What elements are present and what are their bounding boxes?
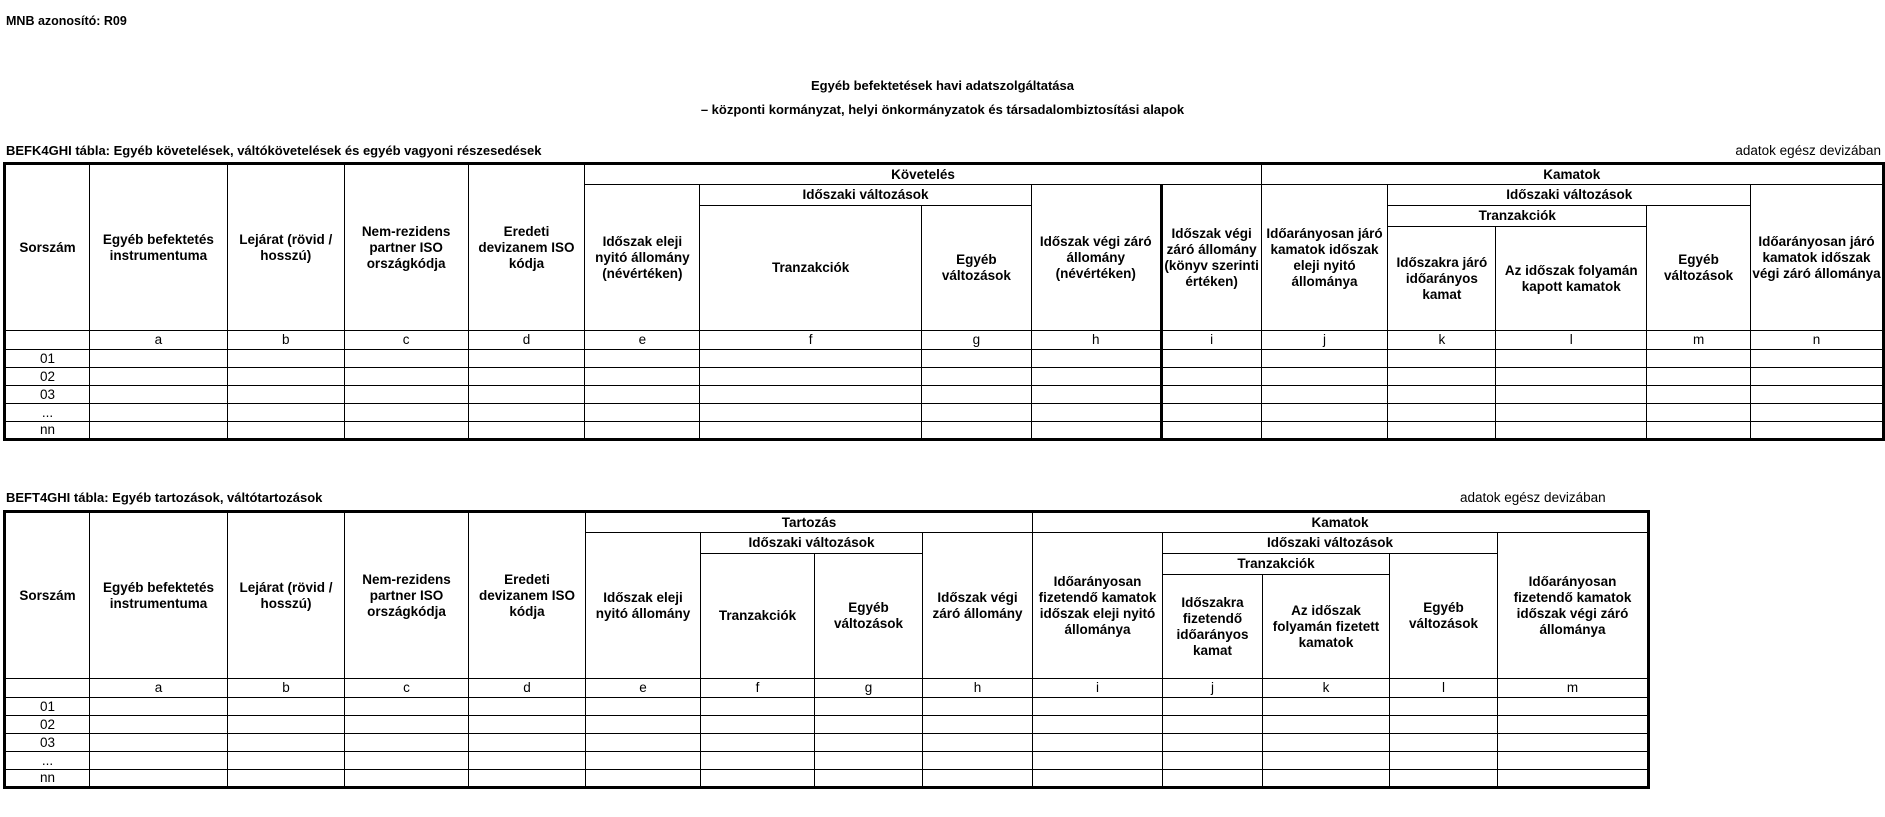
letter-cell: e xyxy=(586,679,701,698)
letter-cell: b xyxy=(228,679,345,698)
data-cell[interactable] xyxy=(815,770,923,788)
header-k: Az időszak folyamán fizetett kamatok xyxy=(1263,575,1390,679)
data-cell[interactable] xyxy=(586,752,701,770)
data-cell[interactable] xyxy=(1388,404,1496,422)
table1-caption: BEFK4GHI tábla: Egyéb követelések, váltókövetelések és egyéb vagyoni részesedések xyxy=(6,143,542,158)
table2 xyxy=(3,510,1650,789)
header-j: Időarányosan járó kamatok időszak eleji nyitó állománya xyxy=(1261,185,1388,331)
letter-cell: a xyxy=(89,331,227,350)
letter-cell: l xyxy=(1390,679,1498,698)
data-cell[interactable] xyxy=(90,770,228,788)
data-cell[interactable] xyxy=(345,770,469,788)
header-a: Egyéb befektetés instrumentuma xyxy=(90,512,228,679)
header-l: Egyéb változások xyxy=(1390,554,1498,679)
data-cell[interactable] xyxy=(1647,422,1751,440)
data-cell[interactable] xyxy=(701,752,815,770)
data-cell[interactable] xyxy=(228,734,345,752)
data-cell[interactable] xyxy=(923,752,1033,770)
data-cell[interactable] xyxy=(468,368,585,386)
data-cell[interactable] xyxy=(89,386,227,404)
row-number: ... xyxy=(5,752,90,770)
page-title: Egyéb befektetések havi adatszolgáltatása xyxy=(810,78,1074,93)
data-cell[interactable] xyxy=(468,404,585,422)
table-row xyxy=(5,350,1884,368)
data-cell[interactable] xyxy=(1647,350,1751,368)
data-cell[interactable] xyxy=(701,770,815,788)
data-cell[interactable] xyxy=(1496,404,1647,422)
data-cell[interactable] xyxy=(90,716,228,734)
page-subtitle: – központi kormányzat, helyi önkormányzatok és társadalombiztosítási alapok xyxy=(700,102,1185,117)
header-j: Időszakra fizetendő időarányos kamat xyxy=(1163,575,1263,679)
header-a: Egyéb befektetés instrumentuma xyxy=(89,164,227,331)
group-interest-changes: Időszaki változások xyxy=(1388,185,1751,206)
header-e: Időszak eleji nyitó állomány xyxy=(586,533,701,679)
data-cell[interactable] xyxy=(585,386,700,404)
data-cell[interactable] xyxy=(1263,752,1390,770)
data-cell[interactable] xyxy=(344,422,468,440)
data-cell[interactable] xyxy=(89,422,227,440)
letter-cell-empty xyxy=(5,679,90,698)
data-cell[interactable] xyxy=(1031,404,1161,422)
data-cell[interactable] xyxy=(1261,368,1388,386)
data-cell[interactable] xyxy=(921,368,1031,386)
header-c: Nem-rezidens partner ISO országkódja xyxy=(345,512,469,679)
data-cell[interactable] xyxy=(344,368,468,386)
data-cell[interactable] xyxy=(923,770,1033,788)
mnb-identifier: MNB azonosító: R09 xyxy=(6,14,127,28)
data-cell[interactable] xyxy=(700,404,922,422)
data-cell[interactable] xyxy=(1163,698,1263,716)
data-cell[interactable] xyxy=(1390,734,1498,752)
data-cell[interactable] xyxy=(586,698,701,716)
header-c: Nem-rezidens partner ISO országkódja xyxy=(344,164,468,331)
data-cell[interactable] xyxy=(1388,368,1496,386)
data-cell[interactable] xyxy=(227,350,344,368)
letter-cell: n xyxy=(1751,331,1884,350)
group-changes: Időszaki változások xyxy=(700,185,1032,206)
data-cell[interactable] xyxy=(1033,770,1163,788)
data-cell[interactable] xyxy=(1498,698,1649,716)
table1-body xyxy=(5,350,1884,440)
data-cell[interactable] xyxy=(1031,368,1161,386)
data-cell[interactable] xyxy=(1161,386,1261,404)
letter-row xyxy=(5,331,1884,350)
data-cell[interactable] xyxy=(469,716,586,734)
data-cell[interactable] xyxy=(90,752,228,770)
header-d: Eredeti devizanem ISO kódja xyxy=(468,164,585,331)
header-d: Eredeti devizanem ISO kódja xyxy=(469,512,586,679)
data-cell[interactable] xyxy=(921,422,1031,440)
data-cell[interactable] xyxy=(700,422,922,440)
data-cell[interactable] xyxy=(1161,368,1261,386)
header-k: Időszakra járó időarányos kamat xyxy=(1388,227,1496,331)
data-cell[interactable] xyxy=(1263,698,1390,716)
table2-body xyxy=(5,698,1649,788)
data-cell[interactable] xyxy=(1261,350,1388,368)
data-cell[interactable] xyxy=(468,422,585,440)
data-cell[interactable] xyxy=(1496,368,1647,386)
letter-cell: m xyxy=(1647,331,1751,350)
data-cell[interactable] xyxy=(921,386,1031,404)
data-cell[interactable] xyxy=(586,716,701,734)
group-interest-changes: Időszaki változások xyxy=(1163,533,1498,554)
data-cell[interactable] xyxy=(345,716,469,734)
data-cell[interactable] xyxy=(1388,422,1496,440)
header-i: Időarányosan fizetendő kamatok időszak eleji nyitó állománya xyxy=(1033,533,1163,679)
data-cell[interactable] xyxy=(89,368,227,386)
data-cell[interactable] xyxy=(1163,770,1263,788)
table-row xyxy=(5,716,1649,734)
data-cell[interactable] xyxy=(1498,752,1649,770)
data-cell[interactable] xyxy=(701,734,815,752)
letter-cell: g xyxy=(815,679,923,698)
data-cell[interactable] xyxy=(228,716,345,734)
group-interest: Kamatok xyxy=(1261,164,1883,185)
data-cell[interactable] xyxy=(1496,422,1647,440)
data-cell[interactable] xyxy=(1390,716,1498,734)
row-number: 01 xyxy=(5,698,90,716)
data-cell[interactable] xyxy=(1388,350,1496,368)
header-b: Lejárat (rövid / hosszú) xyxy=(227,164,344,331)
data-cell[interactable] xyxy=(90,734,228,752)
header-n: Időarányosan járó kamatok időszak végi záró állománya xyxy=(1751,185,1884,331)
data-cell[interactable] xyxy=(1263,716,1390,734)
data-cell[interactable] xyxy=(815,716,923,734)
letter-cell: i xyxy=(1161,331,1261,350)
data-cell[interactable] xyxy=(227,404,344,422)
data-cell[interactable] xyxy=(1261,404,1388,422)
letter-cell: e xyxy=(585,331,700,350)
data-cell[interactable] xyxy=(1263,734,1390,752)
data-cell[interactable] xyxy=(923,698,1033,716)
letter-cell: d xyxy=(469,679,586,698)
data-cell[interactable] xyxy=(469,734,586,752)
data-cell[interactable] xyxy=(1031,386,1161,404)
data-cell[interactable] xyxy=(89,404,227,422)
letter-cell: h xyxy=(923,679,1033,698)
data-cell[interactable] xyxy=(923,716,1033,734)
row-number: nn xyxy=(5,770,90,788)
data-cell[interactable] xyxy=(815,698,923,716)
data-cell[interactable] xyxy=(1751,404,1884,422)
letter-cell: l xyxy=(1496,331,1647,350)
data-cell[interactable] xyxy=(815,752,923,770)
data-cell[interactable] xyxy=(1163,734,1263,752)
letter-cell: h xyxy=(1031,331,1161,350)
table-row xyxy=(5,770,1649,788)
header-l: Az időszak folyamán kapott kamatok xyxy=(1496,227,1647,331)
data-cell[interactable] xyxy=(227,386,344,404)
group-interest: Kamatok xyxy=(1033,512,1649,533)
header-g: Egyéb változások xyxy=(815,554,923,679)
table-row xyxy=(5,698,1649,716)
table-row xyxy=(5,386,1884,404)
data-cell[interactable] xyxy=(585,422,700,440)
row-number: 03 xyxy=(5,734,90,752)
data-cell[interactable] xyxy=(700,350,922,368)
data-cell[interactable] xyxy=(585,404,700,422)
data-cell[interactable] xyxy=(1751,368,1884,386)
data-cell[interactable] xyxy=(344,404,468,422)
data-cell[interactable] xyxy=(1647,368,1751,386)
data-cell[interactable] xyxy=(228,698,345,716)
table1-unit: adatok egész devizában xyxy=(1735,143,1881,158)
header-sorszam: Sorszám xyxy=(5,164,90,331)
data-cell[interactable] xyxy=(1031,350,1161,368)
data-cell[interactable] xyxy=(1498,716,1649,734)
letter-cell: k xyxy=(1388,331,1496,350)
group-main: Követelés xyxy=(585,164,1261,185)
data-cell[interactable] xyxy=(228,770,345,788)
letter-cell: k xyxy=(1263,679,1390,698)
table1 xyxy=(3,162,1885,441)
letter-cell: f xyxy=(701,679,815,698)
data-cell[interactable] xyxy=(1033,716,1163,734)
data-cell[interactable] xyxy=(345,698,469,716)
header-i: Időszak végi záró állomány (könyv szerinti értéken) xyxy=(1161,185,1261,331)
data-cell[interactable] xyxy=(345,734,469,752)
letter-cell: f xyxy=(700,331,922,350)
data-cell[interactable] xyxy=(701,698,815,716)
header-h: Időszak végi záró állomány (névértéken) xyxy=(1031,185,1161,331)
letter-cell: d xyxy=(468,331,585,350)
data-cell[interactable] xyxy=(1263,770,1390,788)
letter-cell: g xyxy=(921,331,1031,350)
data-cell[interactable] xyxy=(344,350,468,368)
data-cell[interactable] xyxy=(469,698,586,716)
data-cell[interactable] xyxy=(1496,350,1647,368)
header-sorszam: Sorszám xyxy=(5,512,90,679)
data-cell[interactable] xyxy=(1033,734,1163,752)
group-changes: Időszaki változások xyxy=(701,533,923,554)
data-cell[interactable] xyxy=(1033,698,1163,716)
letter-cell: i xyxy=(1033,679,1163,698)
header-f: Tranzakciók xyxy=(701,554,815,679)
data-cell[interactable] xyxy=(1498,770,1649,788)
group-transactions: Tranzakciók xyxy=(1163,554,1390,575)
group-main: Tartozás xyxy=(586,512,1033,533)
data-cell[interactable] xyxy=(815,734,923,752)
data-cell[interactable] xyxy=(700,386,922,404)
table-row xyxy=(5,368,1884,386)
data-cell[interactable] xyxy=(1751,386,1884,404)
data-cell[interactable] xyxy=(923,734,1033,752)
data-cell[interactable] xyxy=(585,368,700,386)
data-cell[interactable] xyxy=(921,350,1031,368)
header-f: Tranzakciók xyxy=(700,206,922,331)
data-cell[interactable] xyxy=(700,368,922,386)
data-cell[interactable] xyxy=(921,404,1031,422)
data-cell[interactable] xyxy=(345,752,469,770)
letter-cell: m xyxy=(1498,679,1649,698)
letter-cell: c xyxy=(345,679,469,698)
row-number: 03 xyxy=(5,386,90,404)
letter-cell: c xyxy=(344,331,468,350)
row-number: 02 xyxy=(5,716,90,734)
data-cell[interactable] xyxy=(1261,386,1388,404)
table2-caption: BEFT4GHI tábla: Egyéb tartozások, váltótartozások xyxy=(6,490,323,505)
data-cell[interactable] xyxy=(468,386,585,404)
data-cell[interactable] xyxy=(344,386,468,404)
header-h: Időszak végi záró állomány xyxy=(923,533,1033,679)
letter-cell: j xyxy=(1261,331,1388,350)
data-cell[interactable] xyxy=(1031,422,1161,440)
data-cell[interactable] xyxy=(1161,404,1261,422)
header-m: Egyéb változások xyxy=(1647,206,1751,331)
data-cell[interactable] xyxy=(1751,350,1884,368)
table-row xyxy=(5,404,1884,422)
table-row xyxy=(5,422,1884,440)
data-cell[interactable] xyxy=(1163,716,1263,734)
data-cell[interactable] xyxy=(1161,350,1261,368)
letter-row xyxy=(5,679,1649,698)
data-cell[interactable] xyxy=(1496,386,1647,404)
data-cell[interactable] xyxy=(469,770,586,788)
data-cell[interactable] xyxy=(1390,770,1498,788)
header-e: Időszak eleji nyitó állomány (névértéken) xyxy=(585,185,700,331)
letter-cell: a xyxy=(90,679,228,698)
group-transactions: Tranzakciók xyxy=(1388,206,1647,227)
data-cell[interactable] xyxy=(585,350,700,368)
data-cell[interactable] xyxy=(1390,752,1498,770)
data-cell[interactable] xyxy=(586,734,701,752)
row-number: 02 xyxy=(5,368,90,386)
data-cell[interactable] xyxy=(227,368,344,386)
data-cell[interactable] xyxy=(1390,698,1498,716)
data-cell[interactable] xyxy=(1647,386,1751,404)
header-g: Egyéb változások xyxy=(921,206,1031,331)
letter-cell-empty xyxy=(5,331,90,350)
data-cell[interactable] xyxy=(701,716,815,734)
data-cell[interactable] xyxy=(1163,752,1263,770)
row-number: 01 xyxy=(5,350,90,368)
row-number: ... xyxy=(5,404,90,422)
letter-cell: b xyxy=(227,331,344,350)
data-cell[interactable] xyxy=(90,698,228,716)
data-cell[interactable] xyxy=(586,770,701,788)
table2-unit: adatok egész devizában xyxy=(1460,490,1606,505)
data-cell[interactable] xyxy=(468,350,585,368)
data-cell[interactable] xyxy=(1033,752,1163,770)
data-cell[interactable] xyxy=(469,752,586,770)
data-cell[interactable] xyxy=(1161,422,1261,440)
table-row xyxy=(5,734,1649,752)
data-cell[interactable] xyxy=(1751,422,1884,440)
data-cell[interactable] xyxy=(227,422,344,440)
row-number: nn xyxy=(5,422,90,440)
data-cell[interactable] xyxy=(1388,386,1496,404)
data-cell[interactable] xyxy=(1647,404,1751,422)
header-b: Lejárat (rövid / hosszú) xyxy=(228,512,345,679)
table-row xyxy=(5,752,1649,770)
data-cell[interactable] xyxy=(1498,734,1649,752)
data-cell[interactable] xyxy=(89,350,227,368)
data-cell[interactable] xyxy=(1261,422,1388,440)
header-m: Időarányosan fizetendő kamatok időszak végi záró állománya xyxy=(1498,533,1649,679)
data-cell[interactable] xyxy=(228,752,345,770)
letter-cell: j xyxy=(1163,679,1263,698)
